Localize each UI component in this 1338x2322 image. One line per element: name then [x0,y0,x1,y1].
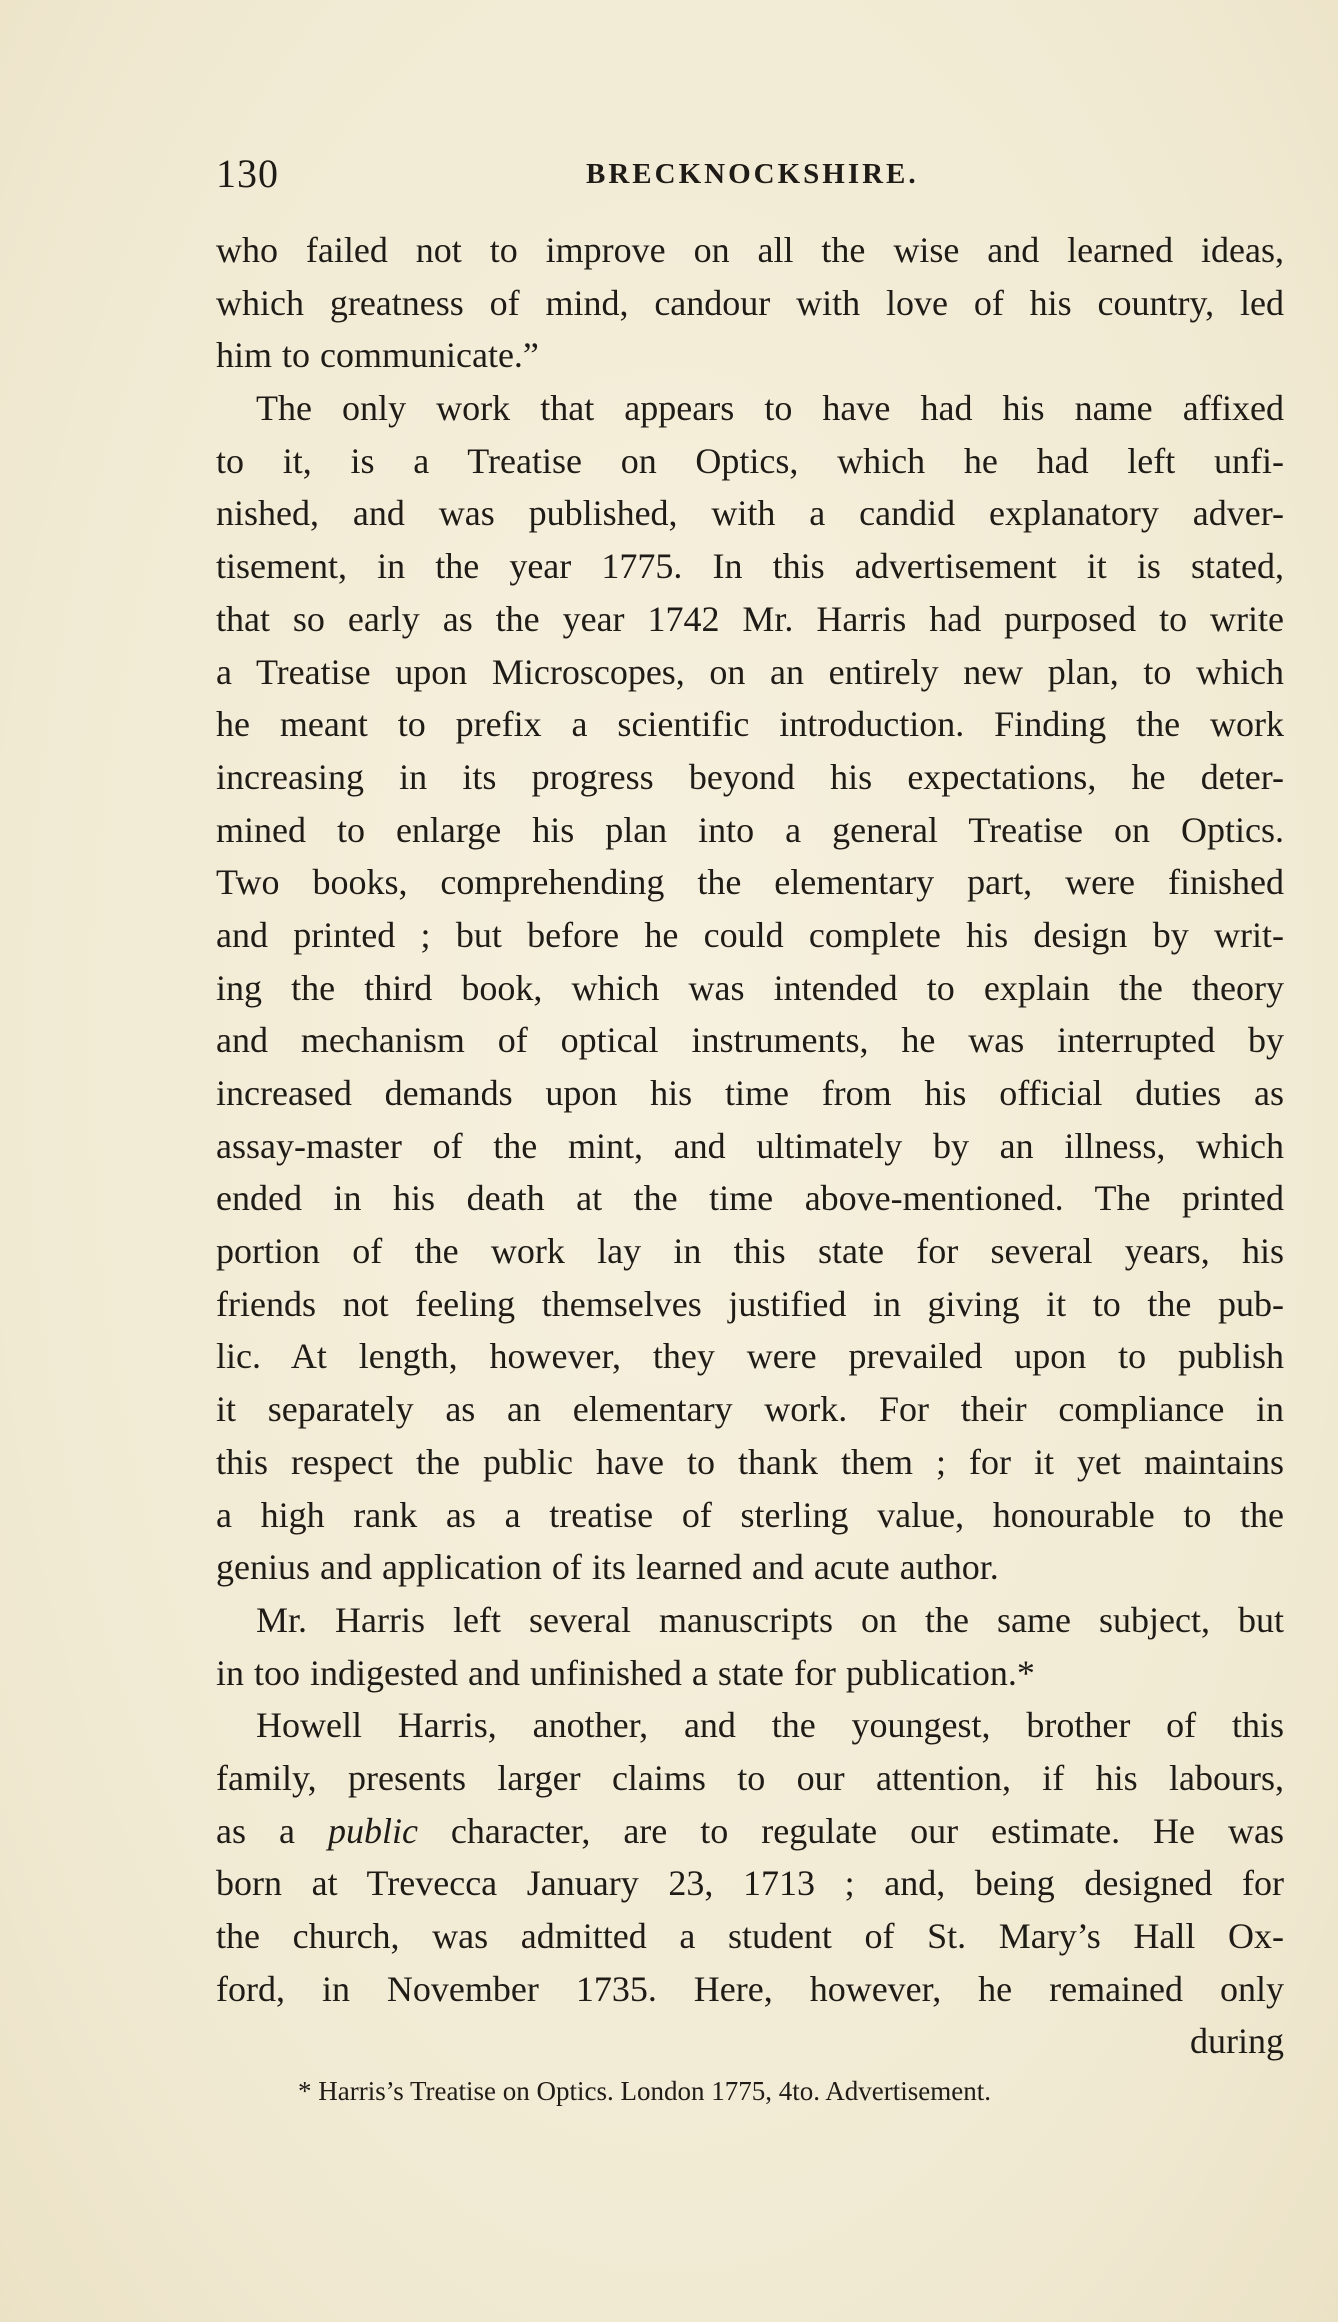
text-line: assay-master of the mint, and ultimately by an illness, which [216,1125,1284,1166]
text-line: ended in his death at the time above-mentioned. The printed [216,1178,1284,1219]
text-line: to it, is a Treatise on Optics, which he had left unfi- [216,440,1284,481]
page-header [216,150,1326,200]
text-line: who failed not to improve on all the wise and learned ideas, [216,230,1284,270]
text-line: genius and application of its learned and acute author. [216,1547,999,1588]
text-line: and mechanism of optical instruments, he was interrupted by [216,1020,1284,1061]
text-line: in too indigested and unfinished a state for publication.* [216,1652,1035,1693]
text-line: this respect the public have to thank them ; for it yet maintains [216,1441,1284,1482]
text-line: portion of the work lay in this state for several years, his [216,1231,1284,1272]
text-line: during [1190,2021,1284,2062]
text-line: that so early as the year 1742 Mr. Harris had purposed to write [216,598,1284,639]
body-text [216,224,1284,2068]
text-line: a Treatise upon Microscopes, on an entirely new plan, to which [216,651,1284,692]
text-line: as a public character, are to regulate our estimate. He was [216,1810,1284,1851]
text-line: nished, and was published, with a candid explanatory adver- [216,493,1284,534]
text-line: which greatness of mind, candour with love of his country, led [216,282,1284,323]
text-line: increasing in its progress beyond his expectations, he deter- [216,756,1284,797]
text-line: The only work that appears to have had his name affixed [256,388,1284,429]
text-line: increased demands upon his time from his official duties as [216,1073,1284,1113]
footnote: * Harris’s Treatise on Optics. London 1775, 4to. Advertisement. [298,2076,991,2106]
text-line: a high rank as a treatise of sterling value, honourable to the [216,1494,1284,1535]
text-line: friends not feeling themselves justified in giving it to the pub- [216,1283,1284,1324]
text-line: Two books, comprehending the elementary part, were finished [216,862,1284,903]
text-line: Howell Harris, another, and the youngest, brother of this [256,1705,1284,1746]
text-line: him to communicate.” [216,335,539,376]
text-line: it separately as an elementary work. For their compliance in [216,1389,1284,1430]
text-line: he meant to prefix a scientific introduction. Finding the work [216,704,1284,745]
text-line: the church, was admitted a student of St. Mary’s Hall Ox- [216,1916,1284,1956]
text-line: and printed ; but before he could complete his design by writ- [216,914,1284,955]
text-line: mined to enlarge his plan into a general Treatise on Optics. [216,809,1284,850]
page-number: 130 [216,151,279,196]
text-line: lic. At length, however, they were prevailed upon to publish [216,1336,1284,1377]
text-line: ford, in November 1735. Here, however, he remained only [216,1968,1284,2009]
text-line: family, presents larger claims to our attention, if his labours, [216,1757,1284,1798]
text-line: tisement, in the year 1775. In this advertisement it is stated, [216,546,1284,587]
emphasis: public [327,1810,418,1851]
text-line: Mr. Harris left several manuscripts on the same subject, but [256,1599,1284,1640]
text-line: born at Trevecca January 23, 1713 ; and, being designed for [216,1863,1284,1904]
text-line: ing the third book, which was intended to explain the theory [216,967,1284,1008]
running-head: BRECKNOCKSHIRE. [586,158,919,190]
